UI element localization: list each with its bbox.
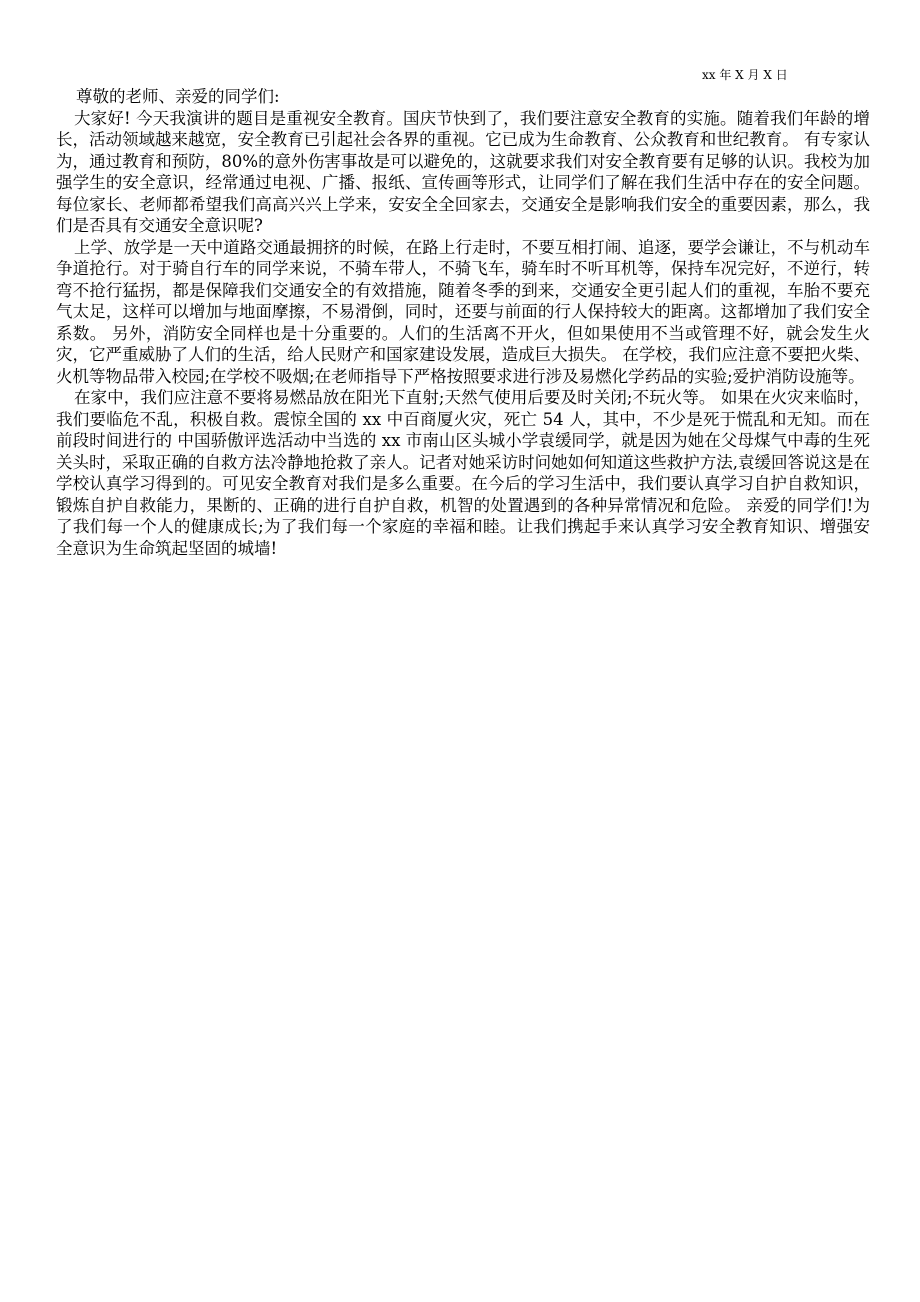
- paragraph-3: 在家中，我们应注意不要将易燃品放在阳光下直射;天然气使用后要及时关闭;不玩火等。 如果在火灾来临时，我们要临危不乱，积极自救。震惊全国的 xx 中百商厦火灾，死亡 54 人，其中，不少是死于慌乱和无知。而在前段时间进行的 中国骄傲评选活动中当选的 xx 市南山区头城小学袁缓同学，就是因为她在父母煤气中毒的生死关头时，采取正确的自救方法冷静地抢救了亲人。记者对她采访时问她如何知道这些救护方法,袁缓回答说这是在学校认真学习得到的。可见安全教育对我们是多么重要。在今后的学习生活中，我们要认真学习自护自救知识，锻炼自护自救能力，果断的、正确的进行自护自救，机智的处置遇到的各种异常情况和危险。 亲爱的同学们!为了我们每一个人的健康成长;为了我们每一个家庭的幸福和睦。让我们携起手来认真学习安全教育知识、增强安全意识为生命筑起坚固的城墙!: [56, 388, 870, 558]
- paragraph-2: 上学、放学是一天中道路交通最拥挤的时候，在路上行走时，不要互相打闹、追逐，要学会谦让，不与机动车争道抢行。对于骑自行车的同学来说，不骑车带人，不骑飞车，骑车时不听耳机等，保持车况完好，不逆行，转弯不抢行猛拐，都是保障我们交通安全的有效措施，随着冬季的到来，交通安全更引起人们的重视，车胎不要充气太足，这样可以增加与地面摩擦，不易滑倒，同时，还要与前面的行人保持较大的距离。这都增加了我们安全系数。 另外，消防安全同样也是十分重要的。人们的生活离不开火，但如果使用不当或管理不好，就会发生火灾，它严重威胁了人们的生活，给人民财产和国家建设发展，造成巨大损失。 在学校，我们应注意不要把火柴、火机等物品带入校园;在学校不吸烟;在老师指导下严格按照要求进行涉及易燃化学药品的实验;爱护消防设施等。: [56, 237, 870, 386]
- salutation: 尊敬的老师、亲爱的同学们:: [76, 87, 280, 106]
- paragraph-1: 大家好! 今天我演讲的题目是重视安全教育。国庆节快到了，我们要注意安全教育的实施。随着我们年龄的增长，活动领域越来越宽，安全教育已引起社会各界的重视。它已成为生命教育、公众教育和世纪教育。 有专家认为，通过教育和预防，80%的意外伤害事故是可以避免的，这就要求我们对安全教育要有足够的认识。我校为加强学生的安全意识，经常通过电视、广播、报纸、宣传画等形式，让同学们了解在我们生活中存在的安全问题。 每位家长、老师都希望我们高高兴兴上学来，安安全全回家去，交通安全是影响我们安全的重要因素，那么，我们是否具有交通安全意识呢?: [56, 108, 870, 235]
- document-date: xx 年 X 月 X 日: [702, 68, 788, 82]
- document-body: [56, 86, 870, 559]
